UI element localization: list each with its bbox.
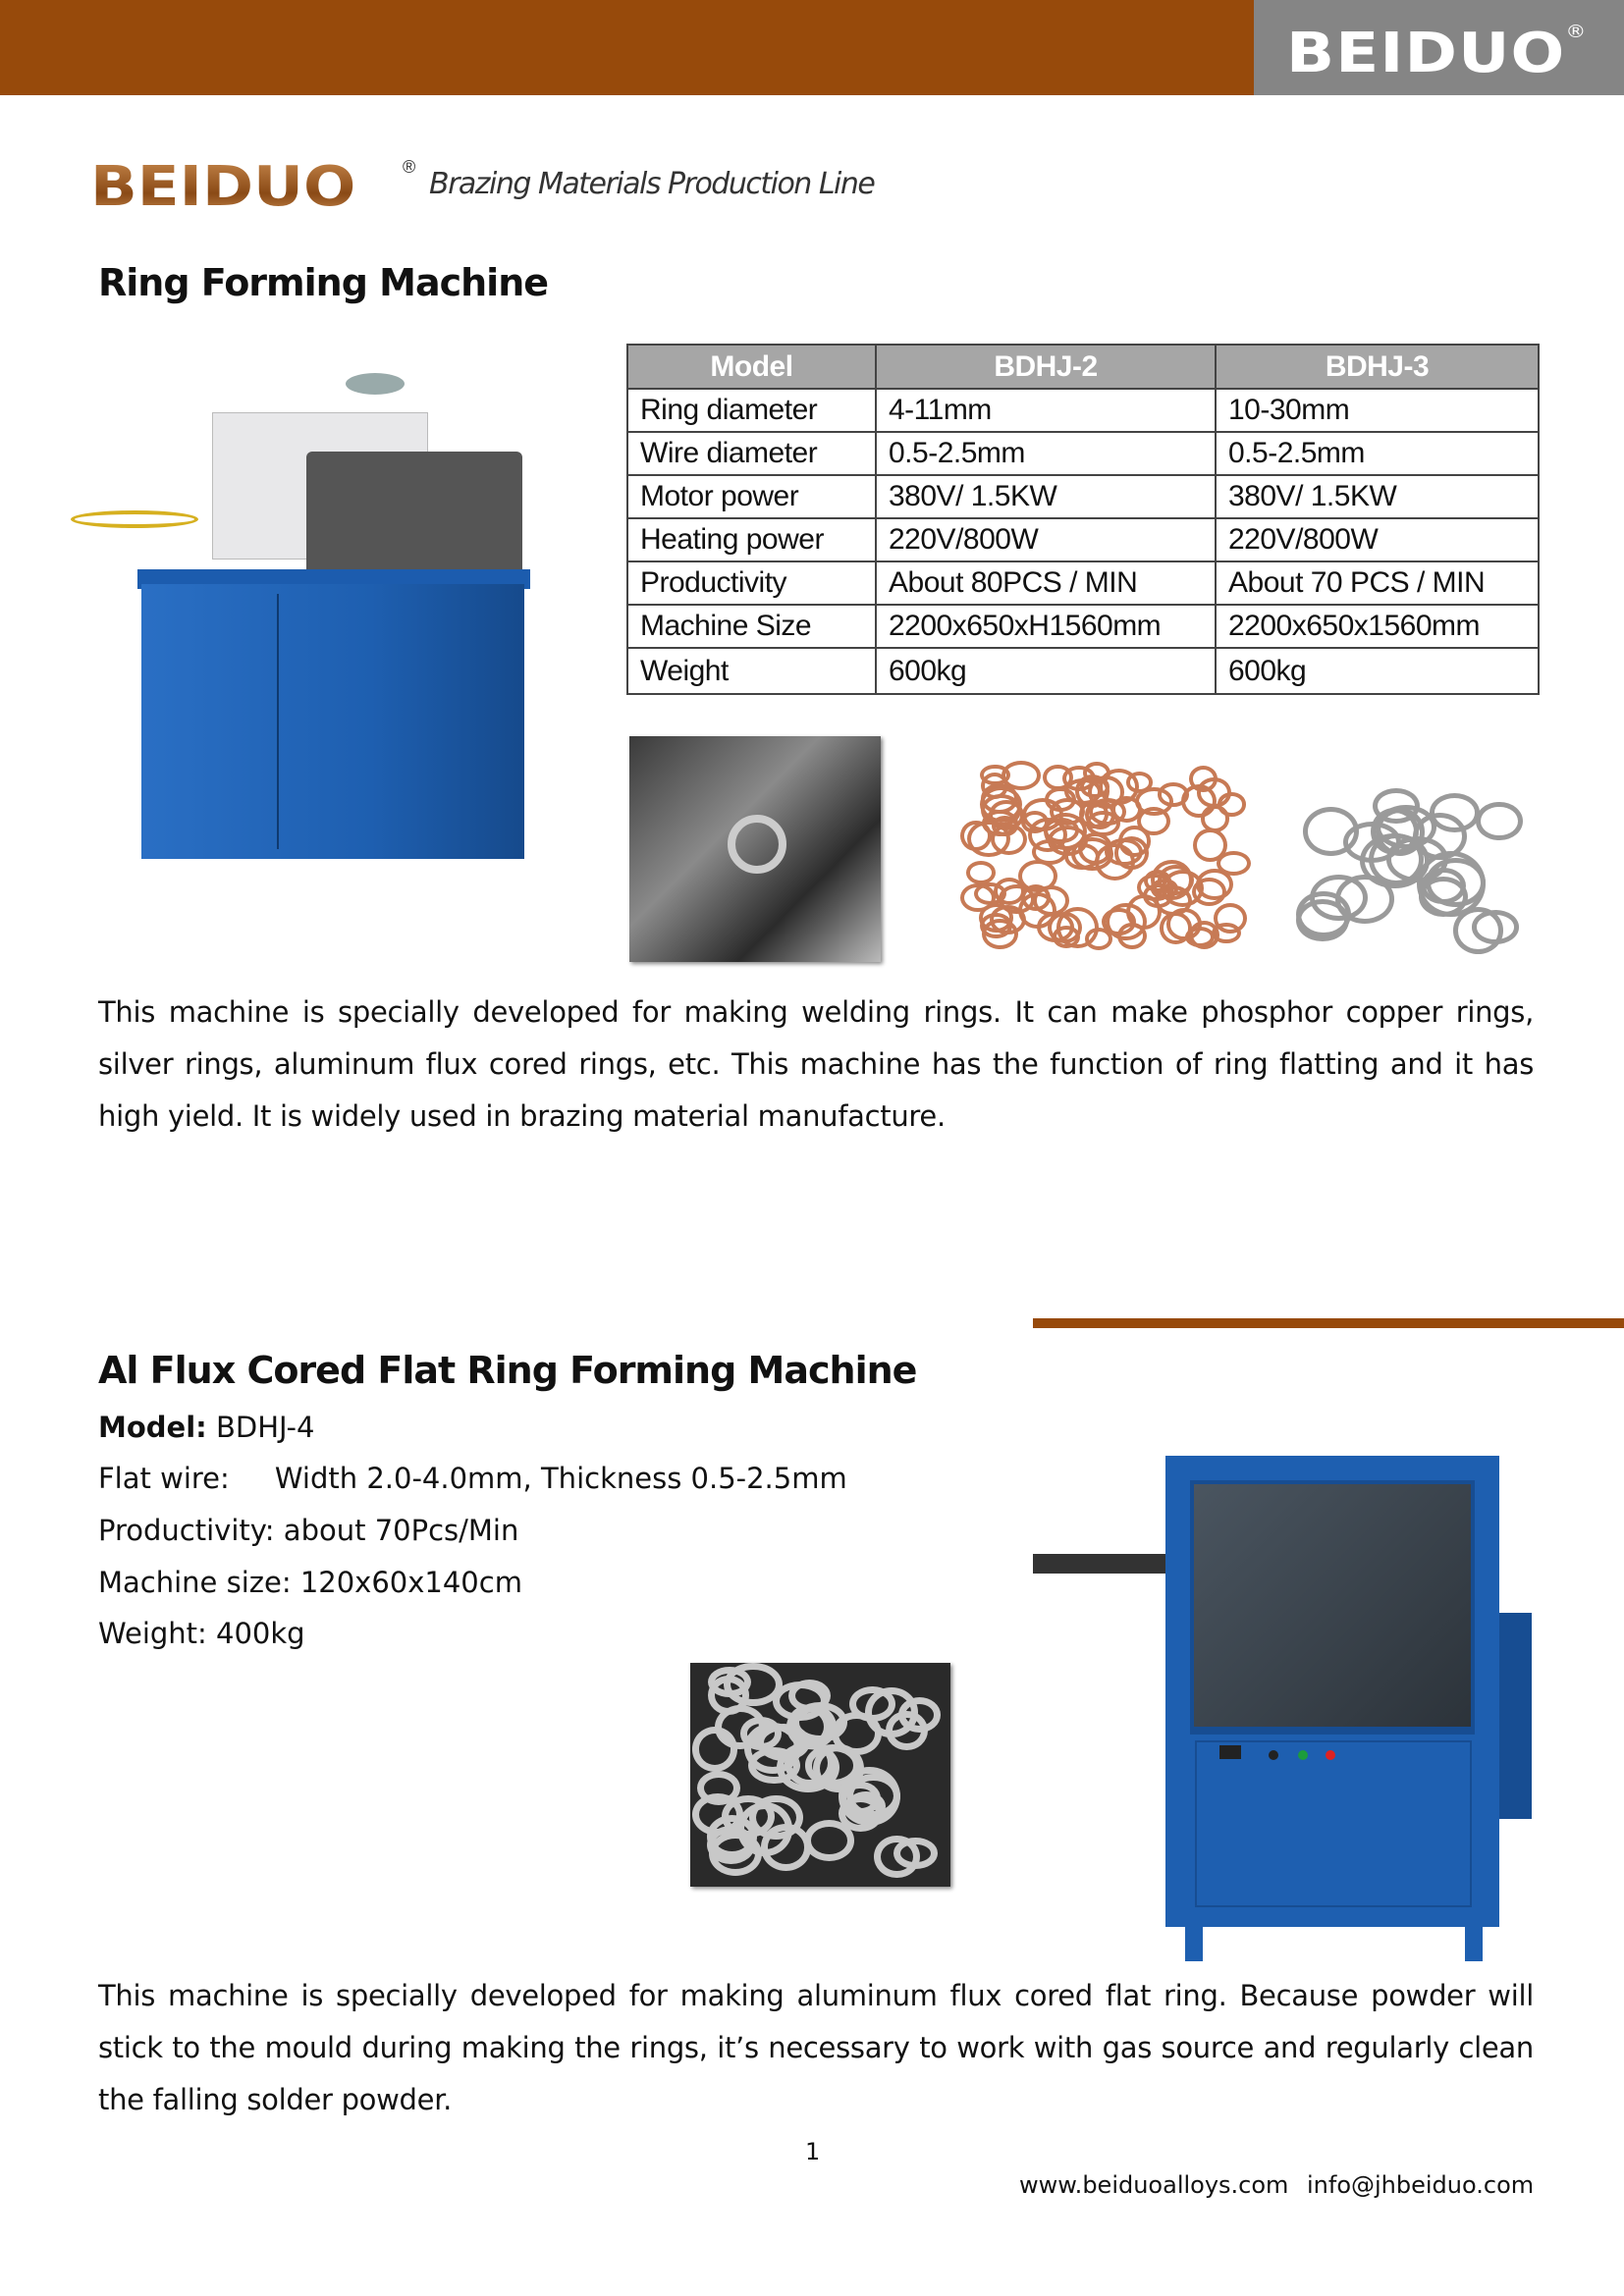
table-cell: 600kg: [876, 648, 1216, 694]
ring-graphic: [1095, 843, 1135, 881]
table-row: [627, 561, 1539, 605]
spec-weight: Weight: 400kg: [98, 1617, 305, 1650]
table-cell: 380V/ 1.5KW: [1216, 475, 1539, 518]
table-header-row: [627, 345, 1539, 389]
spec-machine-size: Machine size: 120x60x140cm: [98, 1566, 522, 1599]
ring-graphic: [773, 1682, 828, 1721]
ring-forming-machine-image: [71, 373, 532, 874]
ring-graphic: [1083, 762, 1110, 784]
website-link[interactable]: www.beiduoalloys.com: [1019, 2171, 1289, 2199]
table-cell: 220V/800W: [876, 518, 1216, 561]
spec-productivity: Productivity: about 70Pcs/Min: [98, 1514, 519, 1547]
spec-table: [626, 344, 1540, 695]
table-cell: Machine Size: [627, 605, 876, 648]
table-cell: Ring diameter: [627, 389, 876, 432]
table-cell: Heating power: [627, 518, 876, 561]
ring-graphic: [804, 1820, 854, 1860]
table-cell: Motor power: [627, 475, 876, 518]
ring-graphic: [1137, 874, 1173, 901]
ring-graphic: [966, 861, 996, 884]
section-divider: [1033, 1318, 1624, 1328]
table-header: Model: [627, 345, 876, 389]
table-row: [627, 389, 1539, 432]
ring-graphic: [761, 1824, 811, 1870]
brand-subtitle: Brazing Materials Production Line: [429, 167, 875, 201]
ring-graphic: [1343, 822, 1401, 863]
ring-graphic: [865, 1687, 917, 1737]
model-line: [98, 1411, 314, 1444]
table-row: [627, 605, 1539, 648]
ring-graphic: [1189, 766, 1218, 792]
ring-graphic: [1373, 788, 1420, 825]
table-cell: About 70 PCS / MIN: [1216, 561, 1539, 605]
ring-graphic: [1419, 877, 1468, 917]
silver-rings-image: [1280, 775, 1532, 962]
table-cell: 380V/ 1.5KW: [876, 475, 1216, 518]
table-cell: 220V/800W: [1216, 518, 1539, 561]
ring-machine-description: This machine is specially developed for making welding rings. It can make phosphor copper rings, silver rings, aluminum flux cored rings, etc. This machine has the function of ring flatting and it has high yield. It is widely used in brazing material manufacture.: [98, 995, 1534, 1133]
table-row: [627, 432, 1539, 475]
ring-graphic: [1106, 903, 1147, 941]
table-row: [627, 648, 1539, 694]
ring-graphic: [1126, 772, 1154, 793]
forming-mould-closeup-image: [629, 736, 881, 962]
ring-graphic: [1430, 793, 1480, 832]
table-cell: Wire diameter: [627, 432, 876, 475]
flat-ring-machine-image: [1033, 1426, 1534, 1964]
ring-graphic: [874, 1836, 920, 1878]
table-row: [627, 518, 1539, 561]
ring-graphic: [1214, 903, 1248, 934]
ring-graphic: [846, 1791, 887, 1821]
table-cell: Weight: [627, 648, 876, 694]
section-title-flat-ring: Al Flux Cored Flat Ring Forming Machine: [98, 1349, 917, 1392]
header-logo: BEIDUO®: [1286, 22, 1588, 85]
flat-ring-machine-description: This machine is specially developed for making aluminum flux cored flat ring. Because powder will stick to the mould during making the rings, it’s necessary to work with gas source and regularly clean the falling solder powder.: [98, 1979, 1534, 2116]
ring-graphic: [1217, 851, 1251, 876]
brand-logo: BEIDUO: [90, 155, 356, 219]
table-cell: 0.5-2.5mm: [876, 432, 1216, 475]
model-label: Model:: [98, 1411, 207, 1444]
table-cell: 0.5-2.5mm: [1216, 432, 1539, 475]
email-link[interactable]: info@jhbeiduo.com: [1307, 2171, 1535, 2199]
ring-graphic: [692, 1727, 738, 1772]
model-value: BDHJ-4: [206, 1411, 315, 1444]
registered-mark: ®: [403, 157, 416, 177]
ring-graphic: [744, 1723, 801, 1774]
table-row: [627, 475, 1539, 518]
table-header: BDHJ-2: [876, 345, 1216, 389]
ring-graphic: [994, 878, 1025, 905]
table-cell: 2200x650x1560mm: [1216, 605, 1539, 648]
table-cell: 4-11mm: [876, 389, 1216, 432]
table-cell: 10-30mm: [1216, 389, 1539, 432]
table-cell: About 80PCS / MIN: [876, 561, 1216, 605]
table-cell: 600kg: [1216, 648, 1539, 694]
ring-graphic: [1296, 899, 1349, 941]
ring-graphic: [813, 1744, 863, 1792]
flat-rings-image: [690, 1663, 950, 1887]
ring-graphic: [1037, 912, 1074, 942]
header-bar: [0, 0, 1254, 95]
table-header: BDHJ-3: [1216, 345, 1539, 389]
table-cell: 2200x650xH1560mm: [876, 605, 1216, 648]
table-cell: Productivity: [627, 561, 876, 605]
spec-flat-wire: Flat wire: Width 2.0-4.0mm, Thickness 0.5-2.5mm: [98, 1462, 847, 1495]
section-title-ring-forming: Ring Forming Machine: [98, 261, 549, 304]
ring-graphic: [1476, 802, 1522, 840]
page-number: 1: [805, 2138, 821, 2165]
copper-rings-image: [958, 761, 1258, 957]
ring-graphic: [990, 905, 1025, 934]
